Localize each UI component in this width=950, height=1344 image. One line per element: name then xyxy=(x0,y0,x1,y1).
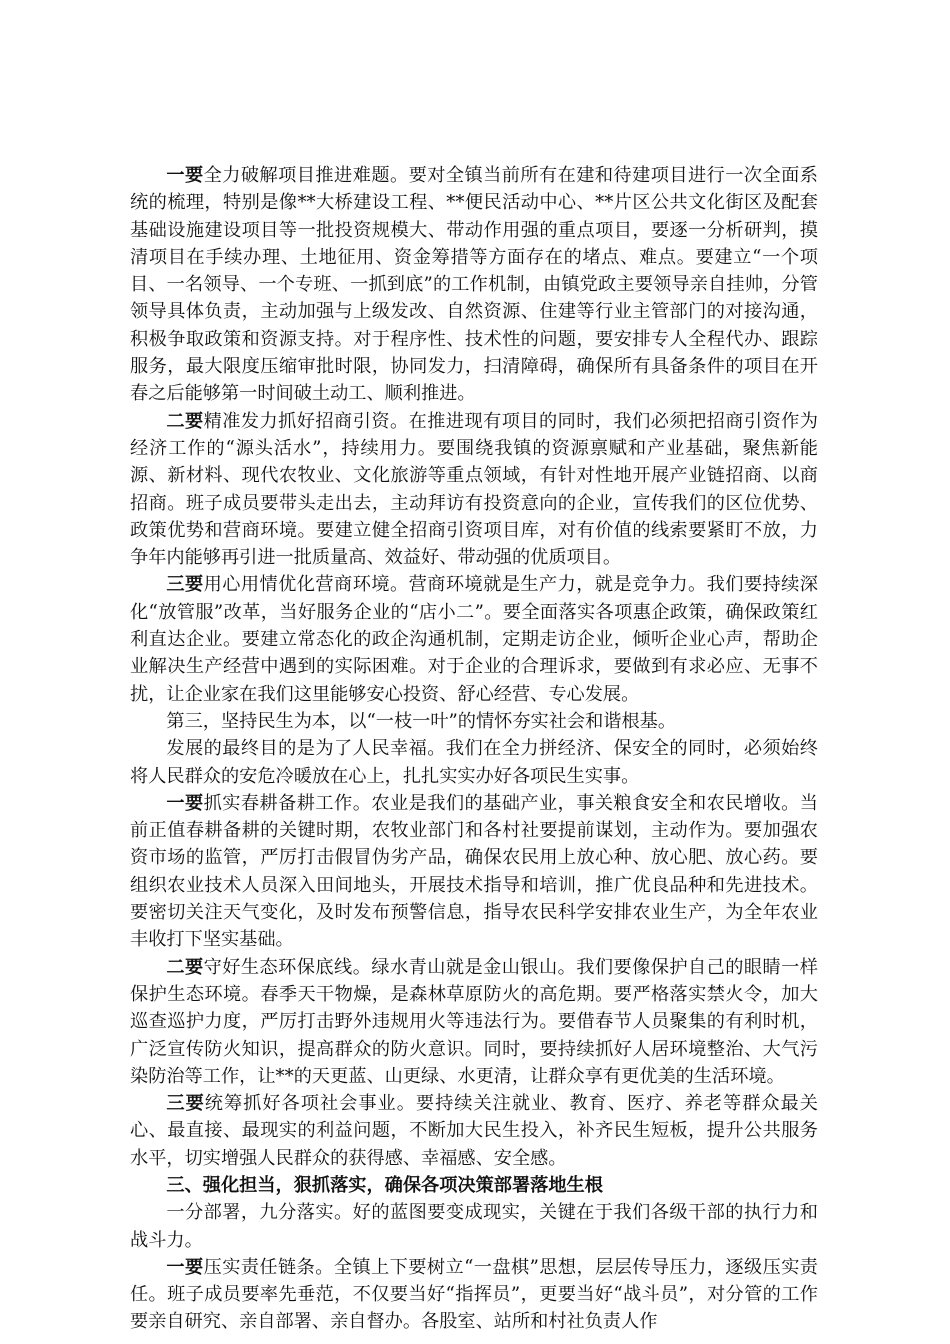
paragraph-livelihood-intro: 发展的最终目的是为了人民幸福。我们在全力拼经济、保安全的同时，必须始终将人民群众的安危冷暖放在心上，扎扎实实办好各项民生实事。 xyxy=(130,738,818,787)
paragraph-section-third: 第三，坚持民生为本，以“一枝一叶”的情怀夯实社会和谐根基。 xyxy=(166,710,677,732)
paragraph-text: 抓实春耕备耕工作。农业是我们的基础产业，事关粮食安全和农民增收。当前正值春耕备耕的关键时期，农牧业部门和各村社要提前谋划，主动作为。要加强农资市场的监管，严厉打击假冒伪劣产品，确保农民用上放心种、放心肥、放心药。要组织农业技术人员深入田间地头，开展技术指导和培训，推广优良品种和先进技术。要密切关注天气变化，及时发布预警信息，指导农民科学安排农业生产，为全年农业丰收打下坚实基础。 xyxy=(130,792,818,951)
paragraph-business-3 xyxy=(130,571,818,707)
paragraph-text: 全力破解项目推进难题。要对全镇当前所有在建和待建项目进行一次全面系统的梳理，特别是像**大桥建设工程、**便民活动中心、**片区公共文化街区及配套基础设施建设项目等一批投资规模大、带动作用强的重点项目，要逐一分析研判，摸清项目在手续办理、土地征用、资金筹措等方面存在的堵点、难点。要建立“一个项目、一名领导、一个专班、一抓到底”的工作机制，由镇党政主要领导亲自挂帅，分管领导具体负责，主动加强与上级发改、自然资源、住建等行业主管部门的对接沟通，积极争取政策和资源支持。对于程序性、技术性的问题，要安排专人全程代办、跟踪服务，最大限度压缩审批时限，协同发力，扫清障碍，确保所有具备条件的项目在开春之后能够第一时间破土动工、顺利推进。 xyxy=(130,165,818,405)
paragraph-text: 用心用情优化营商环境。营商环境就是生产力，就是竞争力。我们要持续深化“放管服”改革，当好服务企业的“店小二”。要全面落实各项惠企政策，确保政策红利直达企业。要建立常态化的政企沟通机制，定期走访企业，倾听企业心声，帮助企业解决生产经营中遇到的实际困难。对于企业的合理诉求，要做到有求必应、无事不扰，让企业家在我们这里能够安心投资、舒心经营、专心发展。 xyxy=(130,574,818,705)
section-heading-three: 三、强化担当，狠抓落实，确保各项决策部署落地生根 xyxy=(166,1174,603,1196)
paragraph-project-1 xyxy=(130,162,818,408)
paragraph-lead: 三要 xyxy=(166,1093,205,1115)
paragraph-lead: 三要 xyxy=(166,574,204,596)
paragraph-text: 精准发力抓好招商引资。在推进现有项目的同时，我们必须把招商引资作为经济工作的“源头活水”，持续用力。要围绕我镇的资源禀赋和产业基础，聚焦新能源、新材料、现代农牧业、文化旅游等重点领域，有针对性地开展产业链招商、以商招商。班子成员要带头走出去，主动拜访有投资意向的企业，宣传我们的区位优势、政策优势和营商环境。要建立健全招商引资项目库，对有价值的线索要紧盯不放，力争年内能够再引进一批质量高、效益好、带动强的优质项目。 xyxy=(130,410,818,569)
paragraph-lead: 一要 xyxy=(166,1256,204,1278)
paragraph-text: 压实责任链条。全镇上下要树立“一盘棋”思想，层层传导压力，逐级压实责任。班子成员要率先垂范，不仅要当好“指挥员”，更要当好“战斗员”，对分管的工作要亲自研究、亲自部署、亲自督办。各股室、站所和村社负责人作 xyxy=(130,1256,818,1333)
paragraph-responsibility-1 xyxy=(130,1254,818,1336)
paragraph-lead: 一要 xyxy=(166,165,204,186)
paragraph-social-3 xyxy=(130,1090,818,1172)
paragraph-lead: 二要 xyxy=(166,956,204,978)
paragraph-investment-2 xyxy=(130,408,818,572)
paragraph-text: 统筹抓好各项社会事业。要持续关注就业、教育、医疗、养老等群众最关心、最直接、最现实的利益问题，不断加大民生投入，补齐民生短板，提升公共服务水平，切实增强人民群众的获得感、幸福感、安全感。 xyxy=(130,1093,818,1169)
paragraph-text: 守好生态环保底线。绿水青山就是金山银山。我们要像保护自己的眼睛一样保护生态环境。春季天干物燥，是森林草原防火的高危期。要严格落实禁火令，加大巡查巡护力度，严厉打击野外违规用火等违法行为。要借春节人员聚集的有利时机，广泛宣传防火知识，提高群众的防火意识。同时，要持续抓好人居环境整治、大气污染防治等工作，让**的天更蓝、山更绿、水更清，让群众享有更优美的生活环境。 xyxy=(130,956,818,1087)
paragraph-lead: 一要 xyxy=(166,792,204,814)
paragraph-ecology-2 xyxy=(130,954,818,1090)
paragraph-implementation-intro: 一分部署，九分落实。好的蓝图要变成现实，关键在于我们各级干部的执行力和战斗力。 xyxy=(130,1202,818,1251)
paragraph-farming-1 xyxy=(130,790,818,954)
paragraph-lead: 二要 xyxy=(166,410,204,432)
document-body xyxy=(130,162,818,1336)
